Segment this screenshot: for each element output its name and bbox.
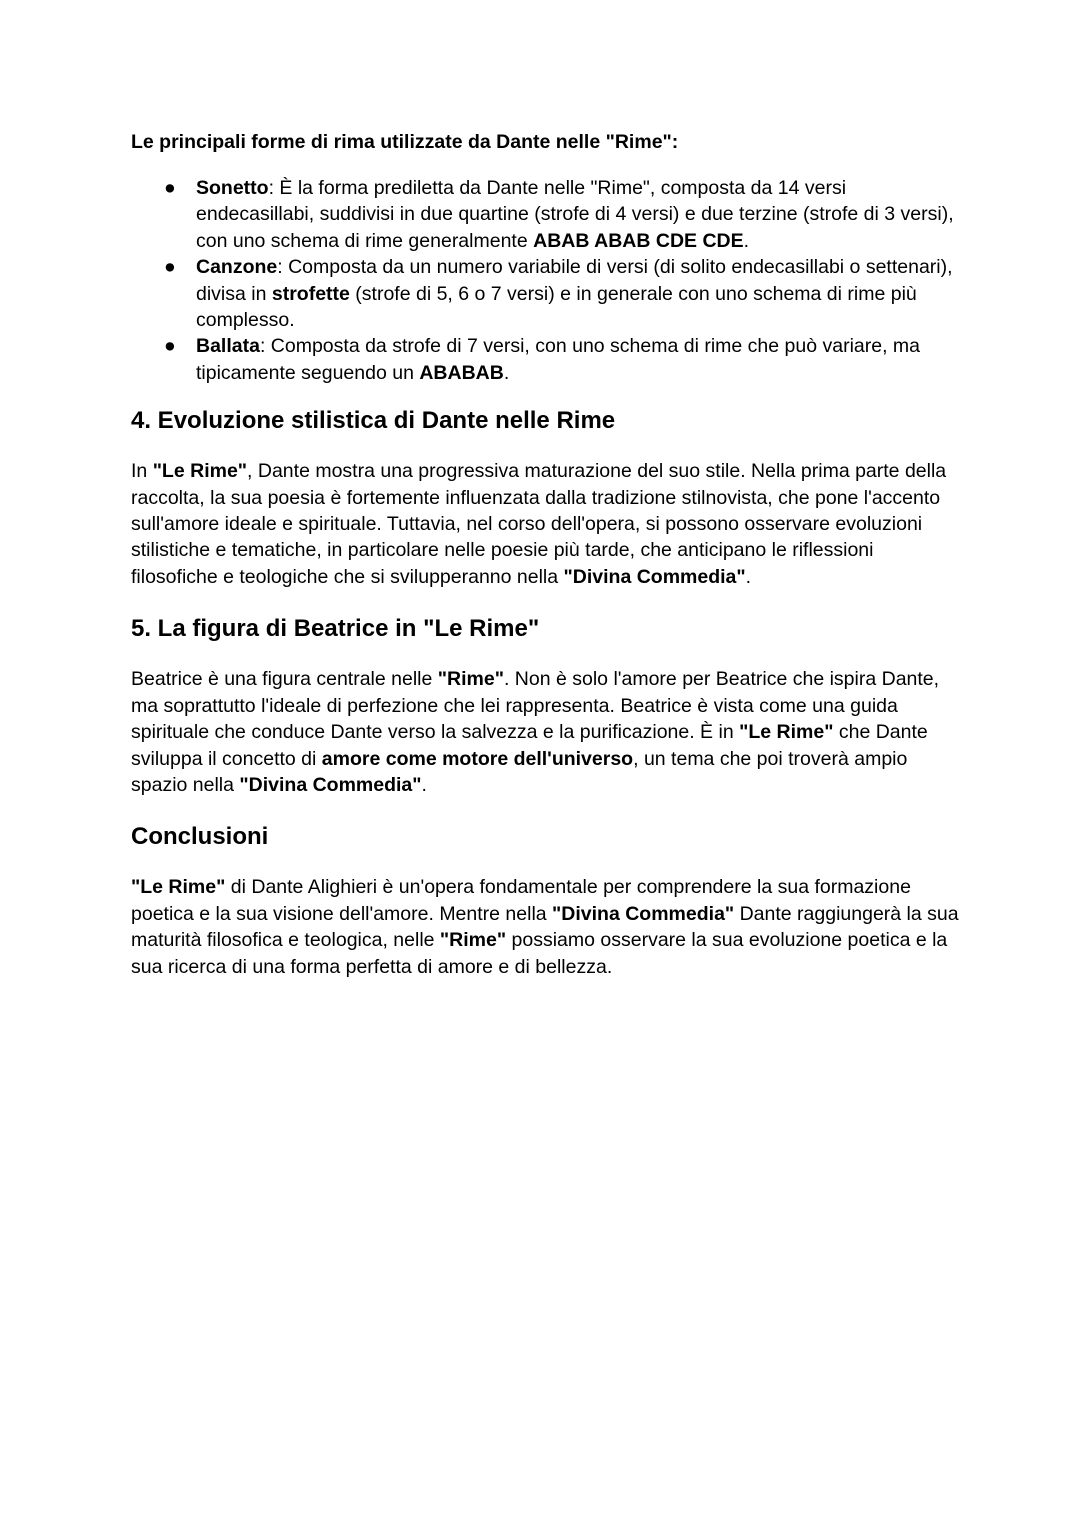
form-description: : Composta da un numero variabile di versi (di solito endecasillabi o settenari), divisa in bbox=[196, 256, 953, 305]
conclusions-title: Conclusioni bbox=[131, 823, 269, 851]
rhyme-forms-list bbox=[131, 175, 961, 386]
bullet-icon: ● bbox=[164, 335, 176, 358]
section-5-title: 5. La figura di Beatrice in "Le Rime" bbox=[131, 615, 540, 643]
list-item-ballata: ● Ballata: Composta da strofe di 7 versi, con uno schema di rime che può variare, ma tipicamente seguendo un ABABAB. bbox=[164, 335, 921, 384]
bold-term: strofette bbox=[271, 282, 350, 305]
form-name: Ballata bbox=[196, 335, 260, 358]
rhyme-scheme: ABABAB bbox=[419, 361, 504, 384]
form-description: : Composta da strofe di 7 versi, con uno schema di rime che può variare, ma tipicamente seguendo un bbox=[196, 335, 921, 384]
bullet-icon: ● bbox=[164, 177, 176, 199]
form-name: Sonetto bbox=[196, 177, 269, 199]
document-page bbox=[131, 128, 961, 1004]
conclusions-paragraph: "Le Rime" di Dante Alighieri è un'opera fondamentale per comprendere la sua formazione poetica e la sua visione dell'amore. Mentre nella "Divina Commedia" Dante raggiungerà la sua maturità filosofica e teologica, nelle "Rime" possiamo osservare la sua evoluzione poetica e la sua ricerca di una forma perfetta di amore e di bellezza. bbox=[131, 876, 959, 978]
section-4-title: 4. Evoluzione stilistica di Dante nelle Rime bbox=[131, 407, 616, 435]
section-5-paragraph: Beatrice è una figura centrale nelle "Rime". Non è solo l'amore per Beatrice che ispira Dante, ma soprattutto l'ideale di perfezione che lei rappresenta. Beatrice è vista come una guida spirituale che conduce Dante verso la salvezza e la purificazione. È in "Le Rime" che Dante sviluppa il concetto di amore come motore dell'universo, un tema che poi troverà ampio spazio nella "Divina Commedia". bbox=[131, 668, 940, 796]
section-4-paragraph: In "Le Rime", Dante mostra una progressiva maturazione del suo stile. Nella prima parte della raccolta, la sua poesia è fortemente influenzata dalla tradizione stilnovista, che pone l'accento sull'amore ideale e spirituale. Tuttavia, nel corso dell'opera, si possono osservare evoluzioni stilistiche e tematiche, in particolare nelle poesie più tarde, che anticipano le riflessioni filosofiche e teologiche che si svilupperanno nella "Divina Commedia". bbox=[131, 460, 947, 588]
rhyme-forms-heading: Le principali forme di rima utilizzate da Dante nelle "Rime": bbox=[131, 131, 679, 153]
list-item-canzone: ● Canzone: Composta da un numero variabile di versi (di solito endecasillabi o settenari), divisa in strofette (strofe di 5, 6 o 7 versi) e in generale con uno schema di rime più complesso. bbox=[164, 256, 953, 332]
list-item-sonetto: ● Sonetto: È la forma prediletta da Dante nelle "Rime", composta da 14 versi endecasillabi, suddivisi in due quartine (strofe di 4 versi) e due terzine (strofe di 3 versi), con uno schema di rime generalmente ABAB ABAB CDE CDE. bbox=[164, 177, 954, 252]
bullet-icon: ● bbox=[164, 256, 176, 279]
rhyme-scheme: ABAB ABAB CDE CDE bbox=[533, 229, 744, 252]
form-description: : È la forma prediletta da Dante nelle "Rime", composta da 14 versi endecasillabi, suddivisi in due quartine (strofe di 4 versi) e due terzine (strofe di 3 versi), con uno schema di rime generalmente bbox=[196, 177, 954, 252]
form-name: Canzone bbox=[196, 256, 278, 279]
